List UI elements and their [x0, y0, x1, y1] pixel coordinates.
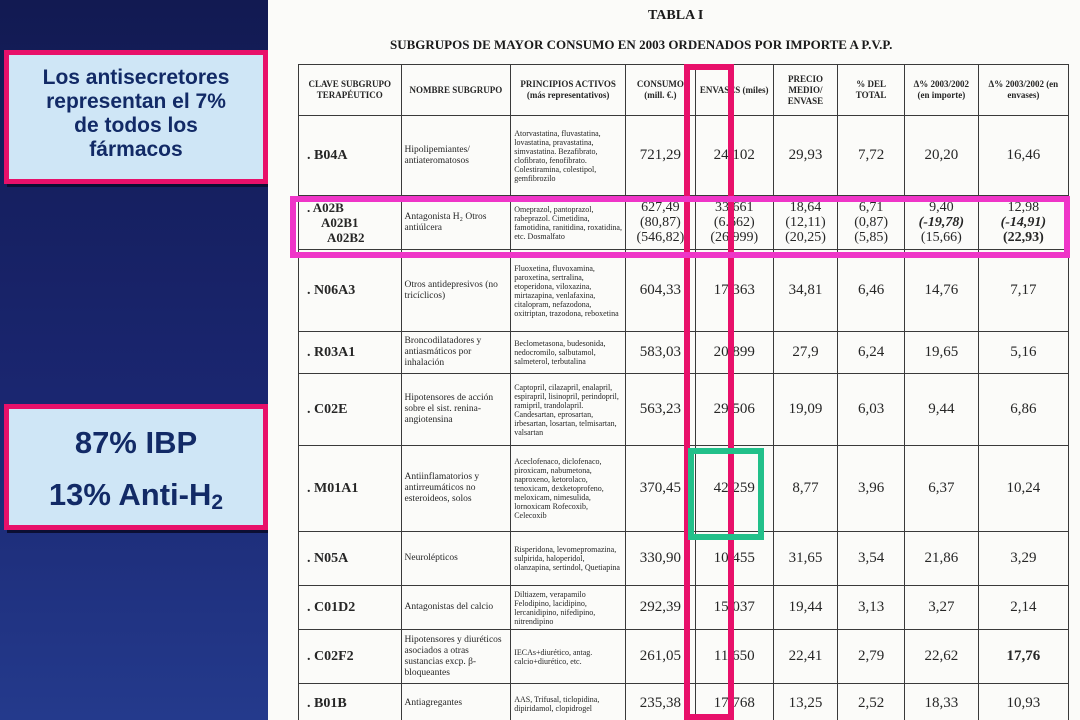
drugs-cell: Aceclofenaco, diclofenaco, piroxicam, nabumetona, naproxeno, ketorolaco, tenoxicam, dexketoprofeno, meloxicam, nimesulida, lornoxicam Rofecoxib, Celecoxib	[511, 446, 626, 532]
delta-envases-cell: 5,16	[978, 332, 1068, 374]
consumo-cell: 330,90	[626, 532, 696, 586]
precio-cell: 19,44	[773, 586, 838, 630]
envases-cell: 10.455	[695, 532, 773, 586]
value: (-14,91)	[1000, 215, 1047, 230]
value: (20,25)	[785, 230, 826, 245]
delta-importe-cell: 9,44	[904, 374, 978, 446]
header-cell: % DEL TOTAL	[838, 65, 905, 116]
precio-cell: 34,81	[773, 250, 838, 332]
envases-cell: 15.037	[695, 586, 773, 630]
delta-envases-cell: 3,29	[978, 532, 1068, 586]
code-cell: . M01A1	[299, 446, 402, 532]
value: (80,87)	[639, 215, 681, 230]
envases-cell: 42.259	[695, 446, 773, 532]
delta-envases-cell: 10,93	[978, 684, 1068, 720]
code-cell: . N06A3	[299, 250, 402, 332]
name-cell: Otros antidepresivos (no tricíclicos)	[401, 250, 511, 332]
header-cell: Δ% 2003/2002 (en importe)	[904, 65, 978, 116]
pct-cell: 3,13	[838, 586, 905, 630]
consumo-cell: 261,05	[626, 630, 696, 684]
pct-cell: 7,72	[838, 116, 905, 196]
code-main: . A02B	[307, 200, 344, 215]
value: (5,85)	[854, 230, 889, 245]
name-cell: Antiagregantes	[401, 684, 511, 720]
name-cell: Hipolipemiantes/ antiateromatosos	[401, 116, 511, 196]
precio-cell: 31,65	[773, 532, 838, 586]
delta-importe-cell: 14,76	[904, 250, 978, 332]
pct-cell: 2,52	[838, 684, 905, 720]
value: (6.662)	[713, 215, 755, 230]
value-highlight-box	[688, 448, 764, 540]
delta-envases-cell: 10,24	[978, 446, 1068, 532]
drugs-cell: Atorvastatina, fluvastatina, lovastatina, pravastatina, simvastatina. Bezafibrato, clofibrato, fenofibrato. Colestiramina, colestipol, gemfibrozilo	[511, 116, 626, 196]
delta-envases-cell: 17,76	[978, 630, 1068, 684]
callout-line: de todos los	[74, 114, 198, 137]
precio-cell: 27,9	[773, 332, 838, 374]
antih2-subscript: 2	[211, 491, 224, 514]
delta-importe-cell: 6,37	[904, 446, 978, 532]
table-subtitle: SUBGRUPOS DE MAYOR CONSUMO EN 2003 ORDENADOS POR IMPORTE A P.V.P.	[390, 37, 893, 52]
envases-cell: 20.899	[695, 332, 773, 374]
drugs-cell: Diltiazem, verapamilo Felodipino, lacidipino, lercanidipino, nifedipino, nitrendipino	[511, 586, 626, 630]
delta-envases-cell: 7,17	[978, 250, 1068, 332]
value: 627,49	[641, 200, 680, 215]
delta-importe-cell: 3,27	[904, 586, 978, 630]
callout-line: fármacos	[89, 138, 183, 161]
callout-line: representan el 7%	[46, 90, 226, 113]
header-cell: ENVASES (miles)	[695, 65, 773, 116]
drugs-cell: Fluoxetina, fluvoxamina, paroxetina, sertralina, etoperidona, viloxazina, mirtazapina, venlafaxina, citalopram, nefazodona, oxitriptan, trazodona, reboxetina	[511, 250, 626, 332]
delta-importe-cell: 22,62	[904, 630, 978, 684]
name-cell: Neurolépticos	[401, 532, 511, 586]
delta-importe-cell: 20,20	[904, 116, 978, 196]
consumo-cell: 604,33	[626, 250, 696, 332]
code-cell: . N05A	[299, 532, 402, 586]
precio-cell: 19,09	[773, 374, 838, 446]
value: (22,93)	[1002, 230, 1044, 245]
value: (546,82)	[636, 230, 685, 245]
code-cell: . R03A1	[299, 332, 402, 374]
header-cell: Δ% 2003/2002 (en envases)	[978, 65, 1068, 116]
header-cell: CLAVE SUBGRUPO TERAPÉUTICO	[299, 65, 402, 116]
drugs-cell: Risperidona, levomepromazina, sulpirida, haloperidol, olanzapina, sertindol, Quetiapina	[511, 532, 626, 586]
precio-cell: 13,25	[773, 684, 838, 720]
code-sub: A02B2	[327, 230, 365, 245]
code-cell: . C01D2	[299, 586, 402, 630]
value: (-19,78)	[918, 215, 965, 230]
drugs-cell: Beclometasona, budesonida, nedocromilo, salbutamol, salmeterol, terbutalina	[511, 332, 626, 374]
envases-cell: 17.768	[695, 684, 773, 720]
consumo-cell: 563,23	[626, 374, 696, 446]
name-cell: Broncodilatadores y antiasmáticos por inhalación	[401, 332, 511, 374]
name-cell: Hipotensores de acción sobre el sist. renina-angiotensina	[401, 374, 511, 446]
antisecretores-row-highlight	[290, 196, 1070, 258]
name-cell: Antiinflamatorios y antirreumáticos no esteroideos, solos	[401, 446, 511, 532]
pct-cell: 3,96	[838, 446, 905, 532]
value: (12,11)	[785, 215, 826, 230]
value: 12,98	[1007, 200, 1040, 215]
envases-cell: 24.102	[695, 116, 773, 196]
header-cell: PRECIO MEDIO/ ENVASE	[773, 65, 838, 116]
pct-cell: 6,03	[838, 374, 905, 446]
code-cell: . C02E	[299, 374, 402, 446]
pct-cell: 3,54	[838, 532, 905, 586]
drugs-cell: AAS, Trifusal, ticlopidina, dipiridamol, clopidrogel	[511, 684, 626, 720]
value: 33.661	[714, 200, 754, 215]
antisecretores-callout	[4, 50, 268, 184]
value: 9,40	[929, 200, 954, 215]
pct-cell: 6,46	[838, 250, 905, 332]
value: 18,64	[789, 200, 822, 215]
precio-cell: 8,77	[773, 446, 838, 532]
antih2-percentage	[9, 469, 263, 529]
envases-cell: 11.650	[695, 630, 773, 684]
value: (15,66)	[920, 230, 962, 245]
header-cell: CONSUMO (mill. €.)	[626, 65, 696, 116]
name-cell: Hipotensores y diuréticos asociados a otras sustancias excp. β-bloqueantes	[401, 630, 511, 684]
callout-line: Los antisecretores	[42, 66, 230, 89]
drugs-cell: Captopril, cilazapril, enalapril, espirapril, lisinopril, perindopril, ramipril, trandolapril. Candesartan, eprosartan, irbesartan, losartan, telmisartan, valsartan	[511, 374, 626, 446]
header-cell: NOMBRE SUBGRUPO	[401, 65, 511, 116]
code-cell: . B01B	[299, 684, 402, 720]
consumo-cell: 370,45	[626, 446, 696, 532]
drugs-cell: Omeprazol, pantoprazol, rabeprazol. Cimetidina, famotidina, ranitidina, roxatidina, etc. Dosmalfato	[511, 196, 626, 250]
delta-envases-cell: 6,86	[978, 374, 1068, 446]
scanned-table-document	[268, 0, 1080, 720]
code-cell: . B04A	[299, 116, 402, 196]
drugs-cell: IECAs+diurético, antag. calcio+diurético, etc.	[511, 630, 626, 684]
table-title: TABLA I	[648, 8, 704, 23]
pct-cell: 2,79	[838, 630, 905, 684]
header-cell: PRINCIPIOS ACTIVOS (más representativos)	[511, 65, 626, 116]
consumo-cell: 583,03	[626, 332, 696, 374]
sidebar-panel	[0, 0, 268, 720]
precio-cell: 29,93	[773, 116, 838, 196]
value: (0,87)	[854, 215, 889, 230]
consumo-cell: 235,38	[626, 684, 696, 720]
envases-cell: 17.363	[695, 250, 773, 332]
precio-cell: 22,41	[773, 630, 838, 684]
envases-column-highlight	[684, 64, 734, 720]
value: 6,71	[858, 200, 884, 215]
code-cell: . C02F2	[299, 630, 402, 684]
delta-importe-cell: 19,65	[904, 332, 978, 374]
antih2-text: 13% Anti-H	[48, 477, 212, 512]
code-sub: A02B1	[321, 215, 359, 230]
name-cell: Antagonista H₂ Otros antiúlcera	[401, 196, 511, 250]
delta-importe-cell: 18,33	[904, 684, 978, 720]
ibp-antih2-callout	[4, 404, 268, 530]
consumo-cell: 292,39	[626, 586, 696, 630]
envases-cell: 29.506	[695, 374, 773, 446]
value: (26.999)	[710, 230, 759, 245]
delta-importe-cell: 21,86	[904, 532, 978, 586]
pct-cell: 6,24	[838, 332, 905, 374]
name-cell: Antagonistas del calcio	[401, 586, 511, 630]
delta-envases-cell: 2,14	[978, 586, 1068, 630]
ibp-percentage: 87% IBP	[74, 425, 198, 460]
consumo-cell: 721,29	[626, 116, 696, 196]
delta-envases-cell: 16,46	[978, 116, 1068, 196]
